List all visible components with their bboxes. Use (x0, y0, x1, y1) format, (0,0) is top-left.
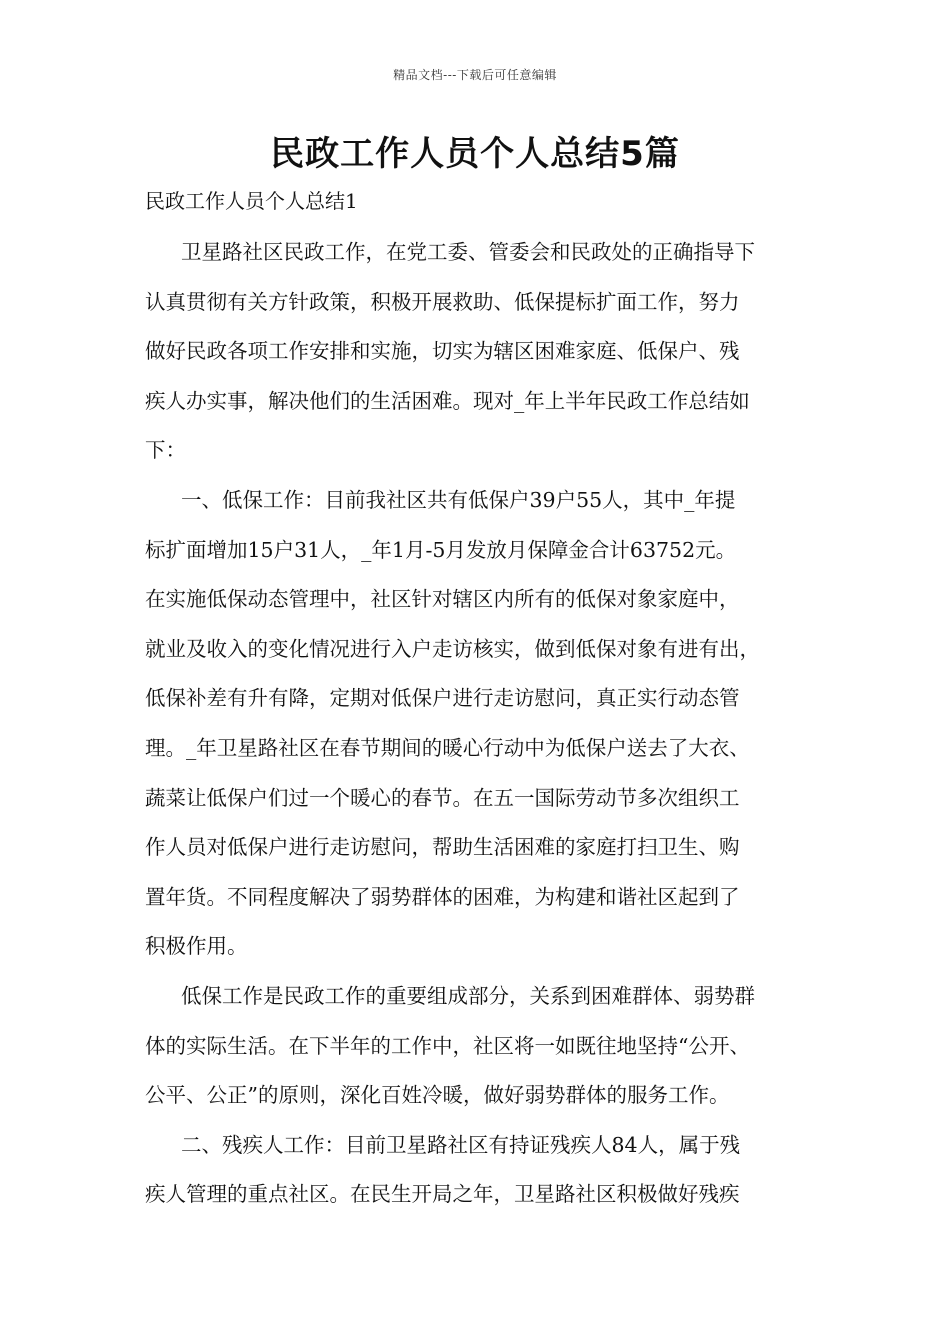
body-text-line: 置年货。不同程度解决了弱势群体的困难，为构建和谐社区起到了 (145, 884, 740, 909)
body-text-line: 标扩面增加15户31人，_年1月-5月发放月保障金合计63752元。 (145, 537, 737, 562)
body-text-line: 作人员对低保户进行走访慰问，帮助生活困难的家庭打扫卫生、购 (145, 835, 740, 860)
body-text-line: 疾人办实事，解决他们的生活困难。现对_年上半年民政工作总结如 (145, 388, 750, 413)
body-text-line: 一、低保工作：目前我社区共有低保户39户55人，其中_年提 (181, 487, 736, 512)
body-text-line: 卫星路社区民政工作，在党工委、管委会和民政处的正确指导下 (181, 240, 755, 264)
body-text-line: 体的实际生活。在下半年的工作中，社区将一如既往地坚持“公开、 (145, 1033, 750, 1058)
body-text-line: 理。_年卫星路社区在春节期间的暖心行动中为低保户送去了大衣、 (145, 735, 750, 760)
body-text-line: 疾人管理的重点社区。在民生开局之年，卫星路社区积极做好残疾 (145, 1182, 740, 1207)
body-text-line: 认真贯彻有关方针政策，积极开展救助、低保提标扩面工作，努力 (145, 289, 740, 314)
document-title: 民政工作人员个人总结5篇 (270, 134, 680, 174)
body-text-line: 二、残疾人工作：目前卫星路社区有持证残疾人84人，属于残 (181, 1132, 741, 1157)
body-text-line: 蔬菜让低保户们过一个暖心的春节。在五一国际劳动节多次组织工 (145, 785, 740, 810)
body-text-line: 低保补差有升有降，定期对低保户进行走访慰问，真正实行动态管 (145, 686, 740, 711)
body-text-line: 低保工作是民政工作的重要组成部分，关系到困难群体、弱势群 (181, 983, 755, 1008)
body-text-line: 在实施低保动态管理中，社区针对辖区内所有的低保对象家庭中， (145, 587, 740, 612)
body-text-line: 就业及收入的变化情况进行入户走访核实，做到低保对象有进有出， (145, 636, 760, 661)
body-text-line: 公平、公正”的原则，深化百姓冷暖，做好弱势群体的服务工作。 (145, 1083, 730, 1108)
body-text-line: 积极作用。 (145, 934, 248, 959)
body-text-line: 下： (145, 438, 186, 463)
body-text-line: 做好民政各项工作安排和实施，切实为辖区困难家庭、低保户、残 (145, 339, 740, 364)
section-heading: 民政工作人员个人总结1 (145, 189, 358, 213)
header-note: 精品文档---下载后可任意编辑 (393, 68, 557, 82)
document-body (145, 228, 807, 1220)
